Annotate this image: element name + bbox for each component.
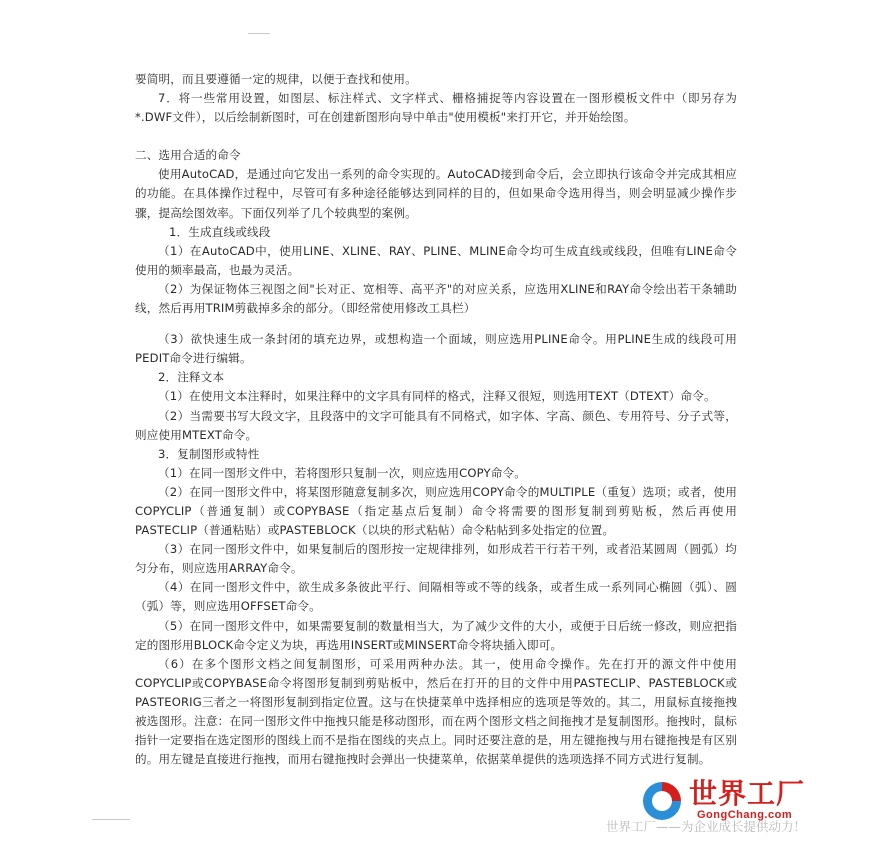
subsection-heading: 1．生成直线或线段 — [169, 224, 271, 239]
paragraph: （1）在同一图形文件中，若将图形只复制一次，则应选用COPY命令。 — [158, 465, 526, 480]
paragraph: （1）在使用文本注释时，如果注释中的文字具有同样的格式，注释又很短，则选用TEXT（DTEXT）命令。 — [158, 389, 716, 404]
subsection-heading: 2．注释文本 — [158, 370, 225, 385]
paragraph: （2）当需要书写大段文字，且段落中的文字可能具有不同格式，如字体、字高、颜色、专用符号、分子式等，则应使用MTEXT命令。 — [135, 408, 737, 442]
globe-swirl-icon — [639, 778, 685, 824]
footer-rule — [92, 819, 130, 820]
paragraph: （3）在同一图形文件中，如果复制后的图形按一定规律排列，如形成若干行若干列，或者沿某圆周（圆弧）均匀分布，则应选用ARRAY命令。 — [135, 542, 737, 576]
paragraph: （2）为保证物体三视图之间"长对正、宽相等、高平齐"的对应关系，应选用XLINE和RAY命令绘出若干条辅助线，然后再用TRIM剪截掉多余的部分。（即经常使用修改工具栏） — [135, 281, 737, 316]
paragraph: （5）在同一图形文件中，如果需要复制的数量相当大，为了减少文件的大小，或便于日后统一修改，则应把指定的图形用BLOCK命令定义为块，再选用INSERT或MINSERT命令将块插入即可。 — [135, 618, 737, 652]
logo-chinese-name: 世界工厂 — [689, 777, 806, 810]
paragraph: （1）在AutoCAD中，使用LINE、XLINE、RAY、PLINE、MLINE命令均可生成直线或线段，但唯有LINE命令使用的频率最高，也最为灵活。 — [135, 243, 737, 277]
paragraph: 7．将一些常用设置，如图层、标注样式、文字样式、栅格捕捉等内容设置在一图形模板文件中（即另存为*.DWF文件），以后绘制新图时，可在创建新图形向导中单击"使用模板"来打开它，并开始绘图。 — [135, 91, 737, 125]
document-body — [135, 70, 737, 769]
section-heading: 二、选用合适的命令 — [135, 148, 241, 163]
paragraph: （2）在同一图形文件中，将某图形随意复制多次，则应选用COPY命令的MULTIPLE（重复）选项；或者，使用COPYCLIP（普通复制）或COPYBASE（指定基点后复制）命令将需要的图形复制到剪贴板，然后再使用PASTECLIP（普通粘贴）或PASTEBLOCK（以块的形式粘帖）命令粘帖到多处指定的位置。 — [135, 484, 737, 538]
subsection-heading: 3．复制图形或特性 — [158, 446, 260, 461]
gongchang-logo — [639, 778, 859, 824]
logo-domain: GongChang.com — [697, 809, 793, 821]
paragraph: 使用AutoCAD，是通过向它发出一系列的命令实现的。AutoCAD接到命令后，会立即执行该命令并完成其相应的功能。在具体操作过程中，尽管可有多种途径能够达到同样的目的，但如果命令选用得当，则会明显减少操作步骤，提高绘图效率。下面仅列举了几个较典型的案例。 — [135, 167, 737, 220]
footer-slogan: 世界工厂——为企业成长提供动力！ — [606, 819, 807, 834]
paragraph: （6）在多个图形文档之间复制图形，可采用两种办法。其一，使用命令操作。先在打开的源文件中使用COPYCLIP或COPYBASE命令将图形复制到剪贴板中，然后在打开的目的文件中用PASTECLIP、PASTEBLOCK或PASTEORIG三者之一将图形复制到指定位置。这与在快捷菜单中选择相应的选项是等效的。其二，用鼠标直接拖拽被选图形。注意：在同一图形文件中拖拽只能是移动图形，而在两个图形文档之间拖拽才是复制图形。拖拽时，鼠标指针一定要指在选定图形的图线上而不是指在图线的夹点上。同时还要注意的是，用左键拖拽与用右键拖拽是有区别的。用左键是直接进行拖拽，而用右键拖拽时会弹出一快捷菜单，依据菜单提供的选项选择不同方式进行复制。 — [135, 656, 737, 767]
paragraph: 要简明，而且要遵循一定的规律，以便于查找和使用。 — [135, 72, 417, 86]
header-rule — [248, 33, 270, 34]
paragraph: （4）在同一图形文件中，欲生成多条彼此平行、间隔相等或不等的线条，或者生成一系列同心椭圆（弧）、圆（弧）等，则应选用OFFSET命令。 — [135, 580, 737, 614]
paragraph: （3）欲快速生成一条封闭的填充边界，或想构造一个面域，则应选用PLINE命令。用PLINE生成的线段可用PEDIT命令进行编辑。 — [135, 332, 737, 366]
